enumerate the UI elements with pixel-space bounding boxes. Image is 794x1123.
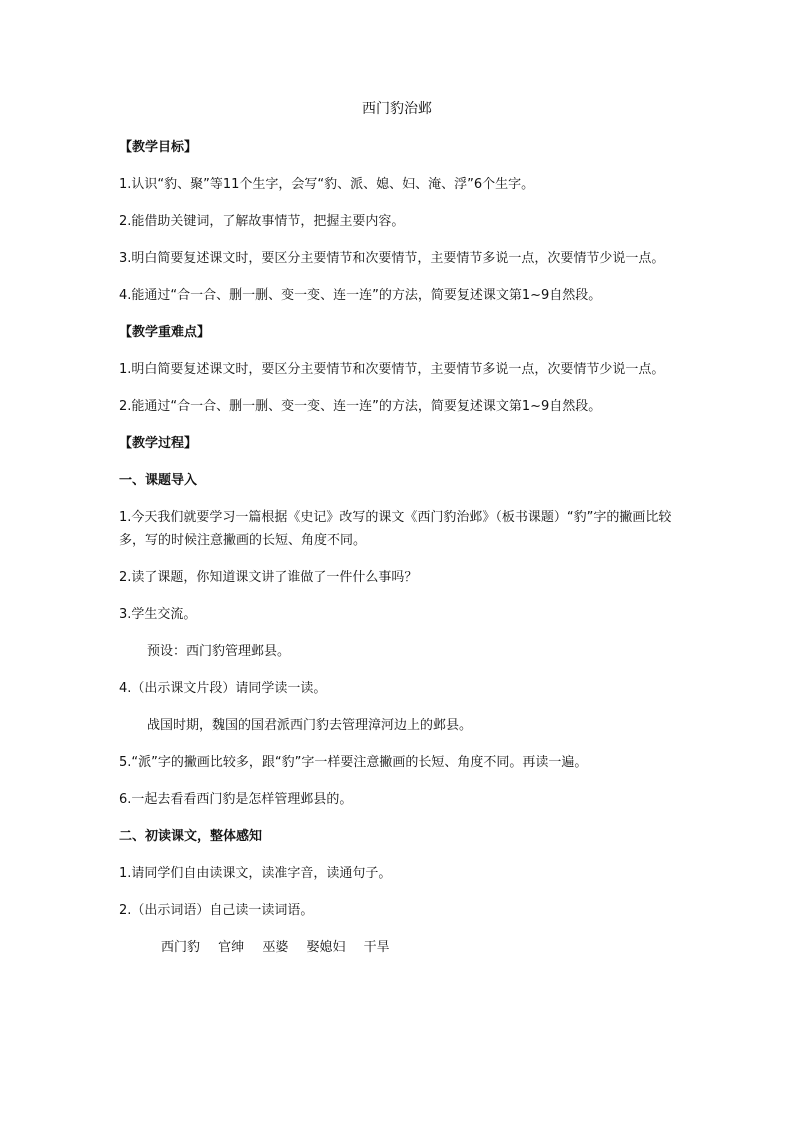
vocab-list [119, 936, 679, 959]
objective-1: 1.认识“豹、聚”等11个生字，会写“豹、派、媳、妇、淹、浮”6个生字。 [119, 177, 535, 192]
intro-step-3: 3.学生交流。 [119, 607, 197, 622]
section-heading-key-points: 【教学重难点】 [119, 325, 211, 340]
intro-preset-answer: 预设：西门豹管理邺县。 [147, 644, 291, 659]
intro-step-4: 4.（出示课文片段）请同学读一读。 [119, 681, 327, 696]
objective-4: 4.能通过“合一合、删一删、变一变、连一连”的方法，简要复述课文第1~9自然段。 [119, 288, 602, 303]
reading-step-1: 1.请同学们自由读课文，读准字音，读通句子。 [119, 866, 392, 881]
vocab-word: 巫婆 [262, 940, 289, 955]
intro-step-5: 5.“派”字的撇画比较多，跟“豹”字一样要注意撇画的长短、角度不同。再读一遍。 [119, 755, 588, 770]
objective-3: 3.明白简要复述课文时，要区分主要情节和次要情节，主要情节多说一点，次要情节少说一点。 [119, 251, 665, 266]
vocab-word: 干旱 [363, 940, 390, 955]
vocab-word: 娶媳妇 [306, 940, 346, 955]
key-point-2: 2.能通过“合一合、删一删、变一变、连一连”的方法，简要复述课文第1~9自然段。 [119, 399, 602, 414]
intro-step-2: 2.读了课题，你知道课文讲了谁做了一件什么事吗？ [119, 570, 418, 585]
vocab-word: 官绅 [218, 940, 245, 955]
intro-step-6: 6.一起去看看西门豹是怎样管理邺县的。 [119, 792, 353, 807]
section-heading-objectives: 【教学目标】 [119, 140, 198, 155]
text-excerpt: 战国时期，魏国的国君派西门豹去管理漳河边上的邺县。 [147, 718, 473, 733]
reading-step-2: 2.（出示词语）自己读一读词语。 [119, 903, 314, 918]
document-body [119, 136, 679, 959]
objective-2: 2.能借助关键词，了解故事情节，把握主要内容。 [119, 214, 405, 229]
intro-step-1: 1.今天我们就要学习一篇根据《史记》改写的课文《西门豹治邺》（板书课题）“豹”字的撇画比较多，写的时候注意撇画的长短、角度不同。 [119, 510, 672, 548]
subsection-heading-intro: 一、课题导入 [119, 473, 198, 488]
subsection-heading-first-reading: 二、初读课文，整体感知 [119, 829, 263, 844]
section-heading-process: 【教学过程】 [119, 436, 198, 451]
key-point-1: 1.明白简要复述课文时，要区分主要情节和次要情节，主要情节多说一点，次要情节少说一点。 [119, 362, 665, 377]
vocab-word: 西门豹 [161, 940, 201, 955]
document-title: 西门豹治邺 [362, 101, 432, 117]
